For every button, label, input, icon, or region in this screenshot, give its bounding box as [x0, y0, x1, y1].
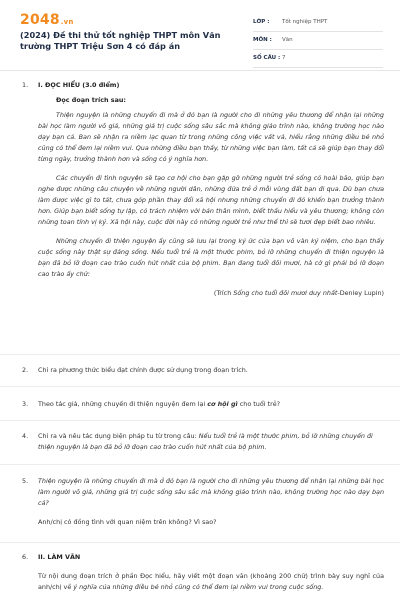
meta-row-count: [253, 50, 383, 68]
question-emphasis: cơ hội gì: [207, 400, 238, 408]
meta-label: LỚP :: [253, 19, 270, 25]
question-emphasis: Nếu tuổi trẻ là một thước phim, bỏ lỡ những chuyến đi thiện nguyện là bạn đã bỏ lỡ đoạn cao trào cuốn hút nhất của bộ phim.: [38, 432, 373, 451]
question-number: 5.: [22, 477, 29, 485]
question-number: 2.: [22, 366, 29, 374]
meta-table: [253, 14, 383, 68]
question-number: 3.: [22, 400, 29, 408]
question-text-block: [38, 571, 384, 593]
passage-source: [38, 288, 384, 299]
passage-paragraph: Các chuyến đi tình nguyện sẽ tạo cơ hội cho bạn gặp gỡ những người trẻ sống có hoài bão, giúp bạn nghe được những câu chuyện về những người dân, những đứa trẻ ở mỗi vùng đất bạn đi qua. Dù bạn chưa làm được việc gì to tát, chưa góp phần thay đổi xã hội nhưng những chuyến đi đó khiến bạn trưởng thành hơn. Giúp bạn biết sống tự lập, có trách nhiệm với bản thân mình, biết thấu hiểu và yêu thương; không còn những toan tính vị kỷ. Xã hội này, cuộc đời này có những người trẻ như thế thì sẽ tươi đẹp biết bao nhiêu.: [38, 174, 384, 226]
divider: [0, 464, 400, 465]
question-number: 4.: [22, 432, 29, 440]
divider: [0, 542, 400, 543]
question-body: [38, 431, 384, 453]
site-logo[interactable]: [20, 12, 74, 28]
question-body: [38, 476, 384, 528]
header: [0, 0, 400, 64]
divider: [0, 420, 400, 421]
question-text: Anh/chị có đồng tình với quan niệm trên không? Vì sao?: [38, 518, 217, 526]
source-suffix: -Denley Lupin): [337, 289, 384, 297]
sub-title: Đọc đoạn trích sau:: [56, 96, 126, 104]
question-number: 6.: [22, 553, 29, 561]
source-prefix: (Trích: [213, 289, 234, 297]
question-quote: Thiện nguyện là những chuyến đi mà ở đó bạn là người cho đi những yêu thương để nhận lại những bài học làm người vô giá, những giá trị cuộc sống sâu sắc mà không giáo trình nào, không trường học nào dạy bạn cả?: [38, 477, 384, 507]
passage-paragraph: Những chuyến đi thiện nguyện ấy cũng sẽ lưu lại trong ký ức của bạn vô vàn kỷ niệm, cho bạn thấy cuộc sống này thật sự đáng sống. Nếu tuổi trẻ là một thước phim, bỏ lỡ những chuyến đi thiện nguyện là bạn đã bỏ lỡ đoạn cao trào cuốn hút nhất của bộ phim. Bạn đang tuổi đôi mươi, hà cớ gì phải bỏ lỡ đoạn cao trào ấy chứ:: [38, 237, 384, 278]
question-text: Chỉ ra và nêu tác dụng biện pháp tu từ trong câu:: [38, 432, 199, 440]
divider: [0, 354, 400, 355]
question-emphasis: ý nghĩa của những điều bé nhỏ cũng có thể đem lại niềm vui trong cuộc sống.: [73, 583, 324, 591]
meta-value: 7: [282, 55, 286, 61]
question-body: [38, 552, 384, 593]
passage-paragraph: Thiện nguyện là những chuyến đi mà ở đó bạn là người cho đi những yêu thương để nhận lại những bài học làm người vô giá, những giá trị cuộc sống sâu sắc mà không giáo trình nào, không trường học nào dạy bạn cả. Ban sẽ nhận ra niềm lạc quan từ trong những công việc vất vả, hiểu rằng những điều bé nhỏ cũng có thể đem lại niềm vui. Qua những điều bạn thấy, từ những việc bạn làm, tất cả sẽ giúp bạn thay đổi từng ngày, trưởng thành hơn và sống có ý nghĩa hơn.: [38, 111, 384, 163]
meta-value: Văn: [282, 37, 293, 43]
meta-row-class: [253, 14, 383, 32]
question-body: [38, 80, 384, 299]
question-body: [38, 399, 384, 410]
question-number: 1.: [22, 81, 29, 89]
page-title: (2024) Đề thi thử tốt nghiệp THPT môn Văn trường THPT Triệu Sơn 4 có đáp án: [20, 30, 221, 51]
meta-row-subject: [253, 32, 383, 50]
divider: [0, 386, 400, 387]
section-title: II. LÀM VĂN: [38, 553, 81, 561]
section-title: I. ĐỌC HIỂU (3.0 điểm): [38, 81, 120, 89]
question-text: Theo tác giả, những chuyến đi thiện nguyện đem lại: [38, 400, 208, 408]
source-title: Sống cho tuổi đôi mươi duy nhất: [233, 289, 338, 297]
logo-text: 2048: [20, 12, 60, 28]
header-divider: [0, 70, 400, 71]
meta-label: MÔN :: [253, 37, 272, 43]
question-text: Từ nội dung đoạn trích ở phần Đọc hiểu, hãy viết một đoạn văn (khoảng 200 chữ) trình bày suy nghĩ của anh/chị về: [38, 572, 384, 591]
meta-value: Tốt nghiệp THPT: [282, 19, 328, 25]
logo-suffix: .vn: [60, 18, 74, 26]
question-text: cho tuổi trẻ?: [237, 400, 281, 408]
question-body: Chỉ ra phương thức biểu đạt chính được sử dụng trong đoạn trích.: [38, 366, 248, 374]
meta-label: SỐ CÂU :: [253, 55, 281, 61]
